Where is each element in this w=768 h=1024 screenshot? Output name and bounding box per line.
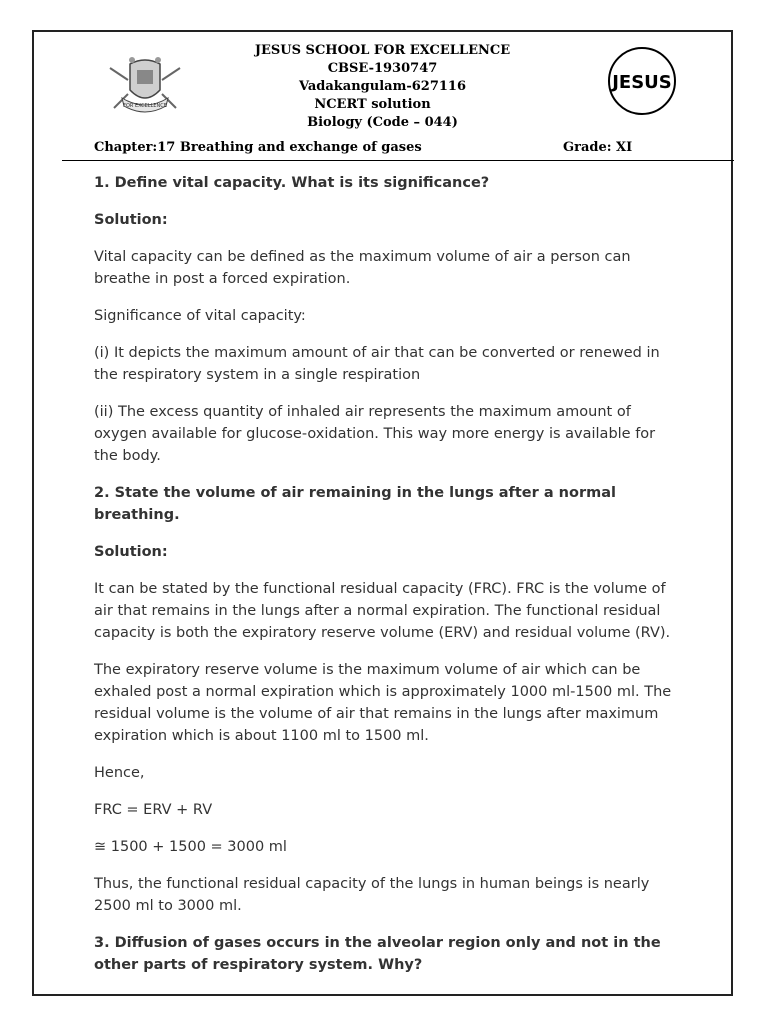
paragraph: (ii) The excess quantity of inhaled air represents the maximum amount of oxygen available for glucose-oxidation. This way more energy is available for the body. <box>94 404 656 464</box>
chapter-title: Chapter:17 Breathing and exchange of gases <box>94 140 422 155</box>
question-3: 3. Diffusion of gases occurs in the alveolar region only and not in the other parts of respiratory system. Why? <box>94 935 661 973</box>
school-name: JESUS SCHOOL FOR EXCELLENCE <box>254 43 511 58</box>
formula: FRC = ERV + RV <box>94 802 213 818</box>
chapter-row <box>94 140 694 155</box>
paragraph: Thus, the functional residual capacity of the lungs in human beings is nearly 2500 ml to 3000 ml. <box>94 876 650 914</box>
question-1: 1. Define vital capacity. What is its significance? <box>94 175 490 191</box>
paragraph: Vital capacity can be defined as the maximum volume of air a person can breathe in post a forced expiration. <box>94 249 631 287</box>
paragraph: It can be stated by the functional residual capacity (FRC). FRC is the volume of air that remains in the lungs after a normal expiration. The functional residual capacity is both the expiratory reserve volume (ERV) and residual volume (RV). <box>94 581 671 641</box>
paragraph: The expiratory reserve volume is the maximum volume of air which can be exhaled post a normal expiration which is approximately 1000 ml-1500 ml. The residual volume is the volume of air that remains in the lungs after maximum expiration which is about 1100 ml to 1500 ml. <box>94 662 672 744</box>
grade-label: Grade: XI <box>563 140 633 155</box>
header-divider <box>62 160 734 161</box>
solution-label: Solution: <box>94 544 168 560</box>
school-address: Vadakangulam-627116 <box>298 79 467 94</box>
question-2: 2. State the volume of air remaining in the lungs after a normal breathing. <box>94 485 616 523</box>
crest-motto: FOR EXCELLENCE <box>123 103 167 109</box>
paragraph: (i) It depicts the maximum amount of air that can be converted or renewed in the respiratory system in a single respiration <box>94 345 660 383</box>
paragraph: Hence, <box>94 765 145 781</box>
jesus-logo-icon <box>607 46 677 121</box>
document-body <box>94 172 679 991</box>
cbse-code: CBSE-1930747 <box>327 61 438 76</box>
subject-line: Biology (Code – 044) <box>307 115 458 130</box>
paragraph: Significance of vital capacity: <box>94 308 306 324</box>
page-frame <box>32 30 733 996</box>
solution-label: Solution: <box>94 212 168 228</box>
document-type: NCERT solution <box>314 97 431 112</box>
letterhead <box>34 32 731 162</box>
logo-text: JESUS <box>612 72 672 93</box>
formula: ≅ 1500 + 1500 = 3000 ml <box>94 839 287 855</box>
